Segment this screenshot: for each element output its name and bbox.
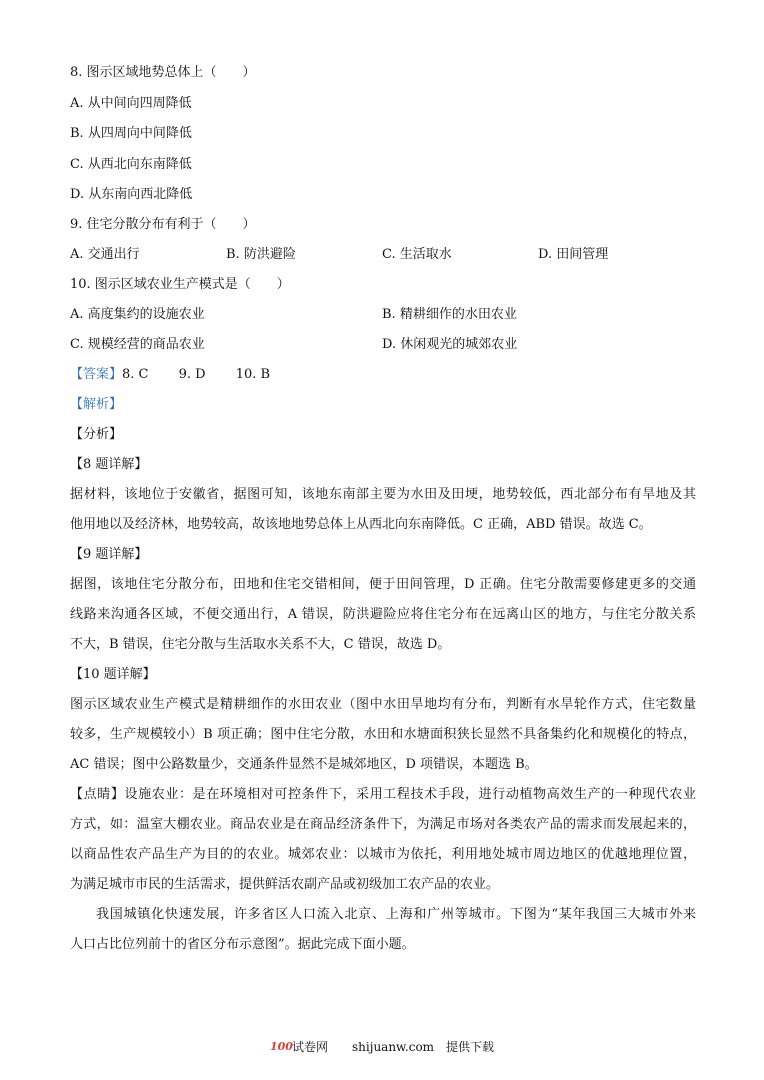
next-questions-intro: [70, 900, 696, 960]
detail-10-body: [70, 690, 696, 780]
detail-9-line: 不大，B 错误，住宅分散与生活取水关系不大，C 错误，故选 D。: [70, 637, 451, 652]
dianjing-line: 为满足城市市民的生活需求，提供鲜活农副产品或初级加工农产品的农业。: [70, 877, 500, 892]
answer-line: [70, 366, 270, 384]
question-9-stem: 9. 住宅分散分布有利于（ ）: [70, 217, 256, 232]
page-footer: [0, 1038, 764, 1056]
question-8-stem: 8. 图示区域地势总体上（ ）: [70, 65, 256, 80]
detail-8-line: 他用地以及经济林，地势较高，故该地地势总体上从西北向东南降低。C 正确，ABD 错误。故选 C。: [70, 517, 652, 532]
question-10-option-a: A. 高度集约的设施农业: [70, 307, 205, 322]
detail-8-body: [70, 480, 696, 540]
question-9-option-b: B. 防洪避险: [226, 247, 296, 262]
detail-9-line: 据图，该地住宅分散分布，田地和住宅交错相间，便于田间管理，D 正确。住宅分散需要修建更多的交通: [70, 577, 696, 592]
site-name: 试卷网: [292, 1040, 329, 1054]
analysis-label: 【解析】: [70, 397, 123, 412]
dianjing-body: [70, 780, 696, 900]
detail-10-label: 【10 题详解】: [70, 667, 156, 682]
dianjing-line: [70, 780, 696, 810]
question-10-option-d: D. 休闲观光的城郊农业: [382, 337, 518, 352]
question-10-option-c: C. 规模经营的商品农业: [70, 337, 205, 352]
detail-10-line: 较多，生产规模较小）B 项正确；图中住宅分散，水田和水塘面积狭长显然不具备集约化和规模化的特点，: [70, 727, 696, 742]
dianjing-line: 以商品性农产品生产为目的的农业。城郊农业：以城市为依托，利用地处城市周边地区的优越地理位置，: [70, 847, 696, 862]
site-logo: 100: [270, 1040, 293, 1053]
question-8-option-a: A. 从中间向四周降低: [70, 96, 192, 111]
intro-line: 我国城镇化快速发展，许多省区人口流入北京、上海和广州等城市。下图为“某年我国三大城市外来: [96, 907, 696, 922]
detail-9-label: 【9 题详解】: [70, 547, 148, 562]
question-9-option-c: C. 生活取水: [382, 247, 452, 262]
detail-10-line: AC 错误；图中公路数量少，交通条件显然不是城郊地区，D 项错误，本题选 B。: [70, 757, 538, 772]
question-8-option-b: B. 从四周向中间降低: [70, 126, 192, 141]
detail-10-line: 图示区域农业生产模式是精耕细作的水田农业（图中水田旱地均有分布，判断有水旱轮作方式，住宅数量: [70, 697, 696, 712]
fenxi-label: 【分析】: [70, 427, 123, 442]
detail-8-label: 【8 题详解】: [70, 457, 148, 472]
dianjing-line-text: 设施农业：是在环境相对可控条件下，采用工程技术手段，进行动植物高效生产的一种现代农业: [124, 787, 696, 802]
question-10-option-b: B. 精耕细作的水田农业: [382, 307, 517, 322]
question-8-option-c: C. 从西北向东南降低: [70, 157, 192, 172]
answer-label: 【答案】: [70, 367, 123, 382]
detail-9-body: [70, 570, 696, 660]
dianjing-label: 【点睛】: [70, 787, 125, 802]
answer-values: 8. C 9. D 10. B: [122, 367, 271, 382]
download-note: 提供下载: [446, 1040, 495, 1054]
intro-line: 人口占比位列前十的省区分布示意图”。据此完成下面小题。: [70, 937, 415, 952]
question-9-option-a: A. 交通出行: [70, 247, 140, 262]
question-9-option-d: D. 田间管理: [538, 247, 609, 262]
detail-9-line: 线路来沟通各区域，不便交通出行，A 错误，防洪避险应将住宅分布在远离山区的地方，与住宅分散关系: [70, 607, 696, 622]
question-8-option-d: D. 从东南向西北降低: [70, 187, 193, 202]
question-10-stem: 10. 图示区域农业生产模式是（ ）: [70, 277, 290, 292]
detail-8-line: 据材料，该地位于安徽省，据图可知，该地东南部主要为水田及田埂，地势较低，西北部分布有旱地及其: [70, 487, 696, 502]
dianjing-line: 方式，如：温室大棚农业。商品农业是在商品经济条件下，为满足市场对各类农产品的需求而发展起来的，: [70, 817, 696, 832]
site-domain: shijuanw.com: [352, 1040, 435, 1054]
